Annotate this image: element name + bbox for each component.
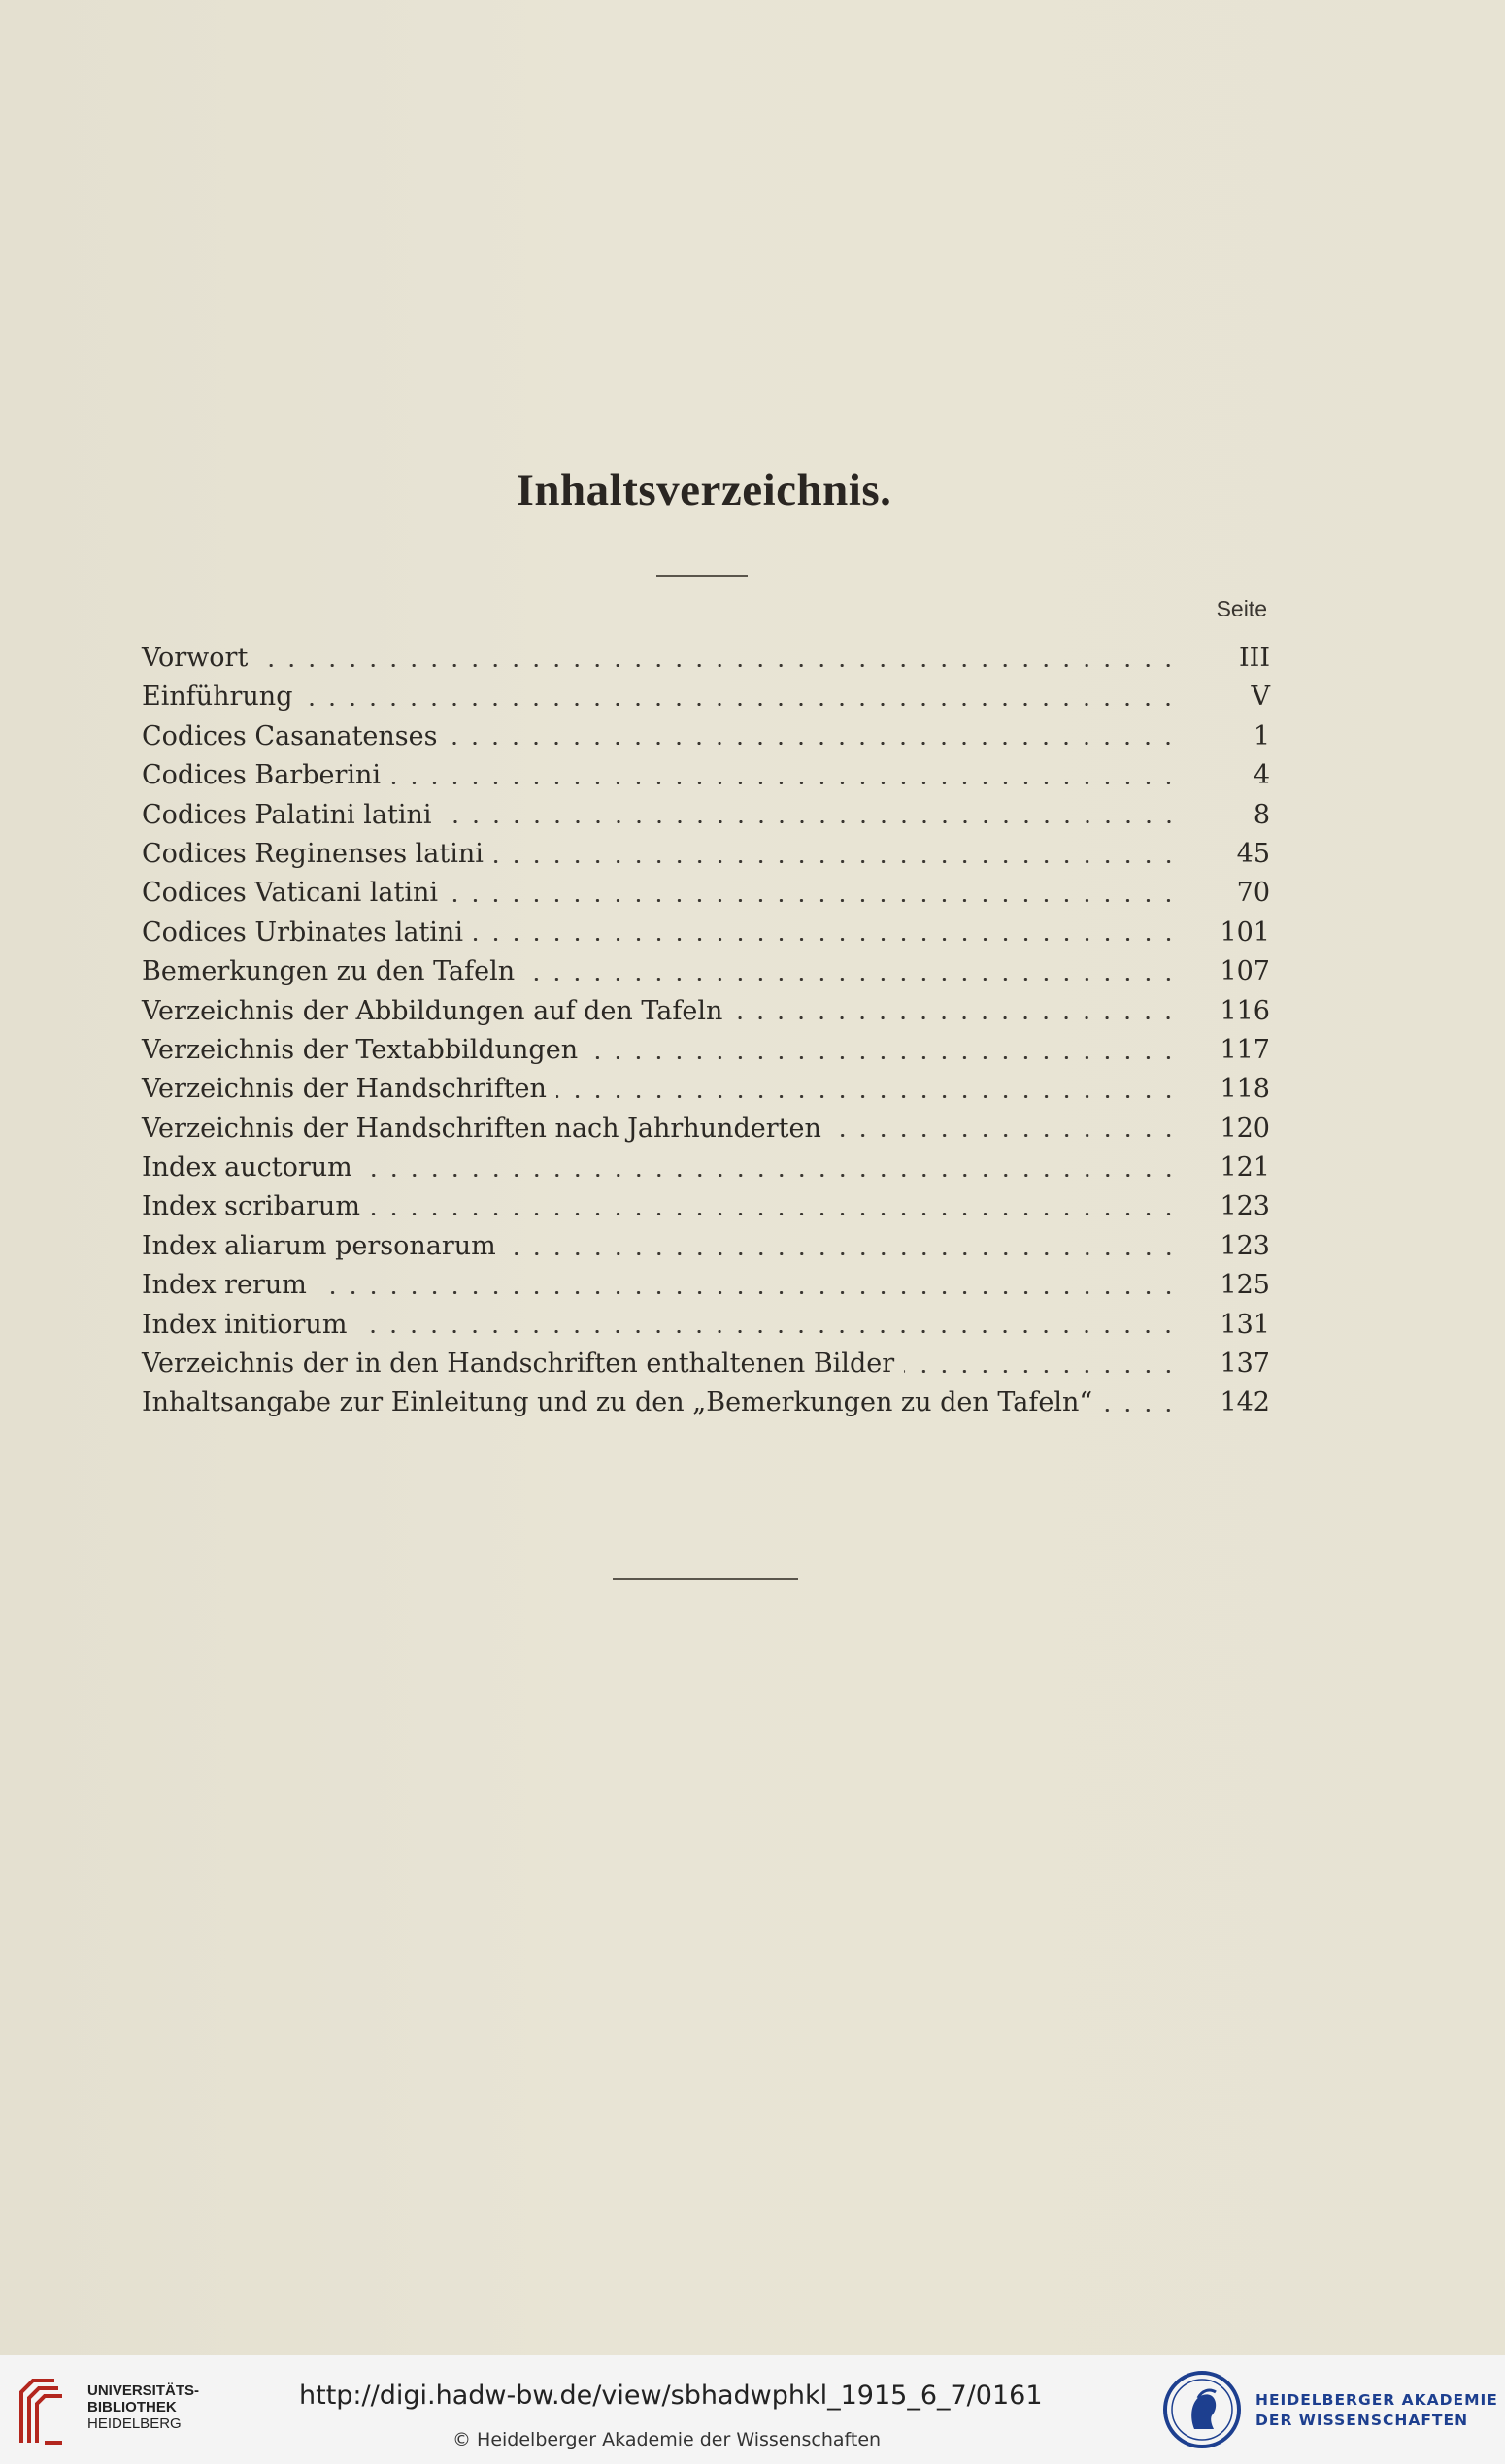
dot-leader (904, 1370, 1179, 1373)
toc-entry-page: 117 (1220, 1034, 1270, 1065)
copyright-notice: © Heidelberger Akademie der Wissenschaften (452, 2429, 882, 2450)
dot-leader (1102, 1409, 1179, 1412)
toc-entry-title: Codices Urbinates latini (142, 916, 463, 948)
toc-entry-page: 125 (1220, 1270, 1270, 1301)
dot-leader (556, 1095, 1179, 1098)
toc-entry (142, 914, 1270, 952)
toc-entry-title: Einführung (142, 682, 293, 713)
dot-leader (732, 1016, 1179, 1019)
dot-leader (362, 1174, 1179, 1177)
dot-leader (356, 1330, 1179, 1333)
academy-line-2: DER WISSENSCHAFTEN (1255, 2412, 1469, 2429)
library-line-2: BIBLIOTHEK (87, 2399, 177, 2415)
toc-entry-title: Inhaltsangabe zur Einleitung und zu den „Bemerkungen zu den Tafeln“ (142, 1387, 1093, 1418)
toc-entry-title: Verzeichnis der Handschriften nach Jahrhunderten (142, 1113, 821, 1144)
toc-entry-page: 4 (1253, 760, 1270, 791)
toc-entry-page: 8 (1253, 799, 1270, 830)
toc-entry-page: 70 (1236, 878, 1270, 909)
toc-entry-page: 1 (1253, 720, 1270, 751)
dot-leader (493, 860, 1179, 863)
toc-entry-title: Verzeichnis der in den Handschriften enthaltenen Bilder (142, 1349, 895, 1380)
toc-entry (142, 796, 1270, 835)
toc-entry-page: III (1239, 643, 1270, 673)
dot-leader (506, 1252, 1179, 1255)
page-column-header: Seite (1216, 596, 1267, 621)
university-library-logo-icon (16, 2375, 68, 2445)
toc-entry-title: Vorwort (142, 643, 249, 673)
toc-entry-page: 123 (1220, 1191, 1270, 1222)
academy-line-1: HEIDELBERGER AKADEMIE (1255, 2391, 1498, 2409)
toc-entry (142, 1306, 1270, 1345)
toc-entry-page: 131 (1220, 1309, 1270, 1340)
toc-entry-page: 120 (1220, 1113, 1270, 1144)
toc-entry-title: Index aliarum personarum (142, 1230, 496, 1261)
dot-leader (473, 938, 1179, 941)
toc-entry (142, 1187, 1270, 1226)
toc-entry (142, 1070, 1270, 1109)
dot-leader (442, 820, 1180, 823)
dot-leader (390, 782, 1179, 784)
academy-name (1255, 2390, 1498, 2431)
dot-leader (587, 1056, 1179, 1059)
dot-leader (257, 664, 1179, 667)
dot-leader (302, 703, 1179, 706)
toc-entry (142, 1266, 1270, 1305)
viewer-footer (0, 2355, 1505, 2464)
toc-entry (142, 992, 1270, 1031)
toc-entry-title: Codices Barberini (142, 760, 382, 791)
toc-entry (142, 835, 1270, 874)
toc-entry-title: Index rerum (142, 1270, 307, 1301)
toc-entry-title: Codices Palatini latini (142, 799, 432, 830)
university-library-name (87, 2382, 199, 2432)
toc-entry-page: 45 (1236, 838, 1270, 869)
toc-entry-page: 142 (1220, 1387, 1270, 1418)
toc-entry-page: 123 (1220, 1230, 1270, 1261)
toc-entry-title: Index scribarum (142, 1191, 360, 1222)
toc-entry-page: 116 (1220, 995, 1270, 1026)
toc-entry-title: Verzeichnis der Abbildungen auf den Tafeln (142, 995, 723, 1026)
dot-leader (370, 1213, 1179, 1215)
toc-entry-page: 107 (1220, 956, 1270, 987)
toc-entry-title: Index auctorum (142, 1152, 352, 1183)
title-divider (656, 575, 748, 577)
dot-leader (447, 742, 1179, 745)
toc-entry (142, 1110, 1270, 1149)
toc-entry (142, 952, 1270, 991)
toc-entry-title: Index initiorum (142, 1309, 348, 1340)
toc-entry (142, 874, 1270, 913)
library-line-3: HEIDELBERG (87, 2415, 182, 2432)
toc-entry-title: Bemerkungen zu den Tafeln (142, 956, 516, 987)
toc-entry-title: Codices Reginenses latini (142, 838, 484, 869)
toc-entry-page: V (1251, 682, 1270, 713)
toc-entry-page: 101 (1220, 916, 1270, 948)
toc-entry (142, 1345, 1270, 1383)
toc-entry (142, 639, 1270, 678)
toc-entry-page: 118 (1220, 1074, 1270, 1105)
end-divider (613, 1578, 798, 1580)
dot-leader (317, 1291, 1179, 1294)
toc-entry (142, 678, 1270, 716)
toc-entry-title: Verzeichnis der Handschriften (142, 1074, 547, 1105)
toc-entry (142, 1227, 1270, 1266)
dot-leader (448, 899, 1179, 902)
toc-entry (142, 1149, 1270, 1187)
toc-entry-page: 121 (1220, 1152, 1270, 1183)
toc-entry-page: 137 (1220, 1349, 1270, 1380)
toc-entry-title: Codices Vaticani latini (142, 878, 439, 909)
toc-entry (142, 756, 1270, 795)
table-of-contents (142, 639, 1270, 1423)
dot-leader (831, 1134, 1179, 1137)
library-line-1: UNIVERSITÄTS- (87, 2382, 200, 2399)
toc-entry (142, 1383, 1270, 1422)
dot-leader (524, 978, 1179, 981)
toc-entry (142, 1031, 1270, 1070)
toc-entry-title: Verzeichnis der Textabbildungen (142, 1034, 579, 1065)
academy-seal-icon (1161, 2369, 1243, 2450)
permalink-url[interactable]: http://digi.hadw-bw.de/view/sbhadwphkl_1915_6_7/0161 (299, 2381, 1043, 2411)
toc-entry (142, 717, 1270, 756)
toc-entry-title: Codices Casanatenses (142, 720, 438, 751)
page-title: Inhaltsverzeichnis. (516, 465, 892, 516)
